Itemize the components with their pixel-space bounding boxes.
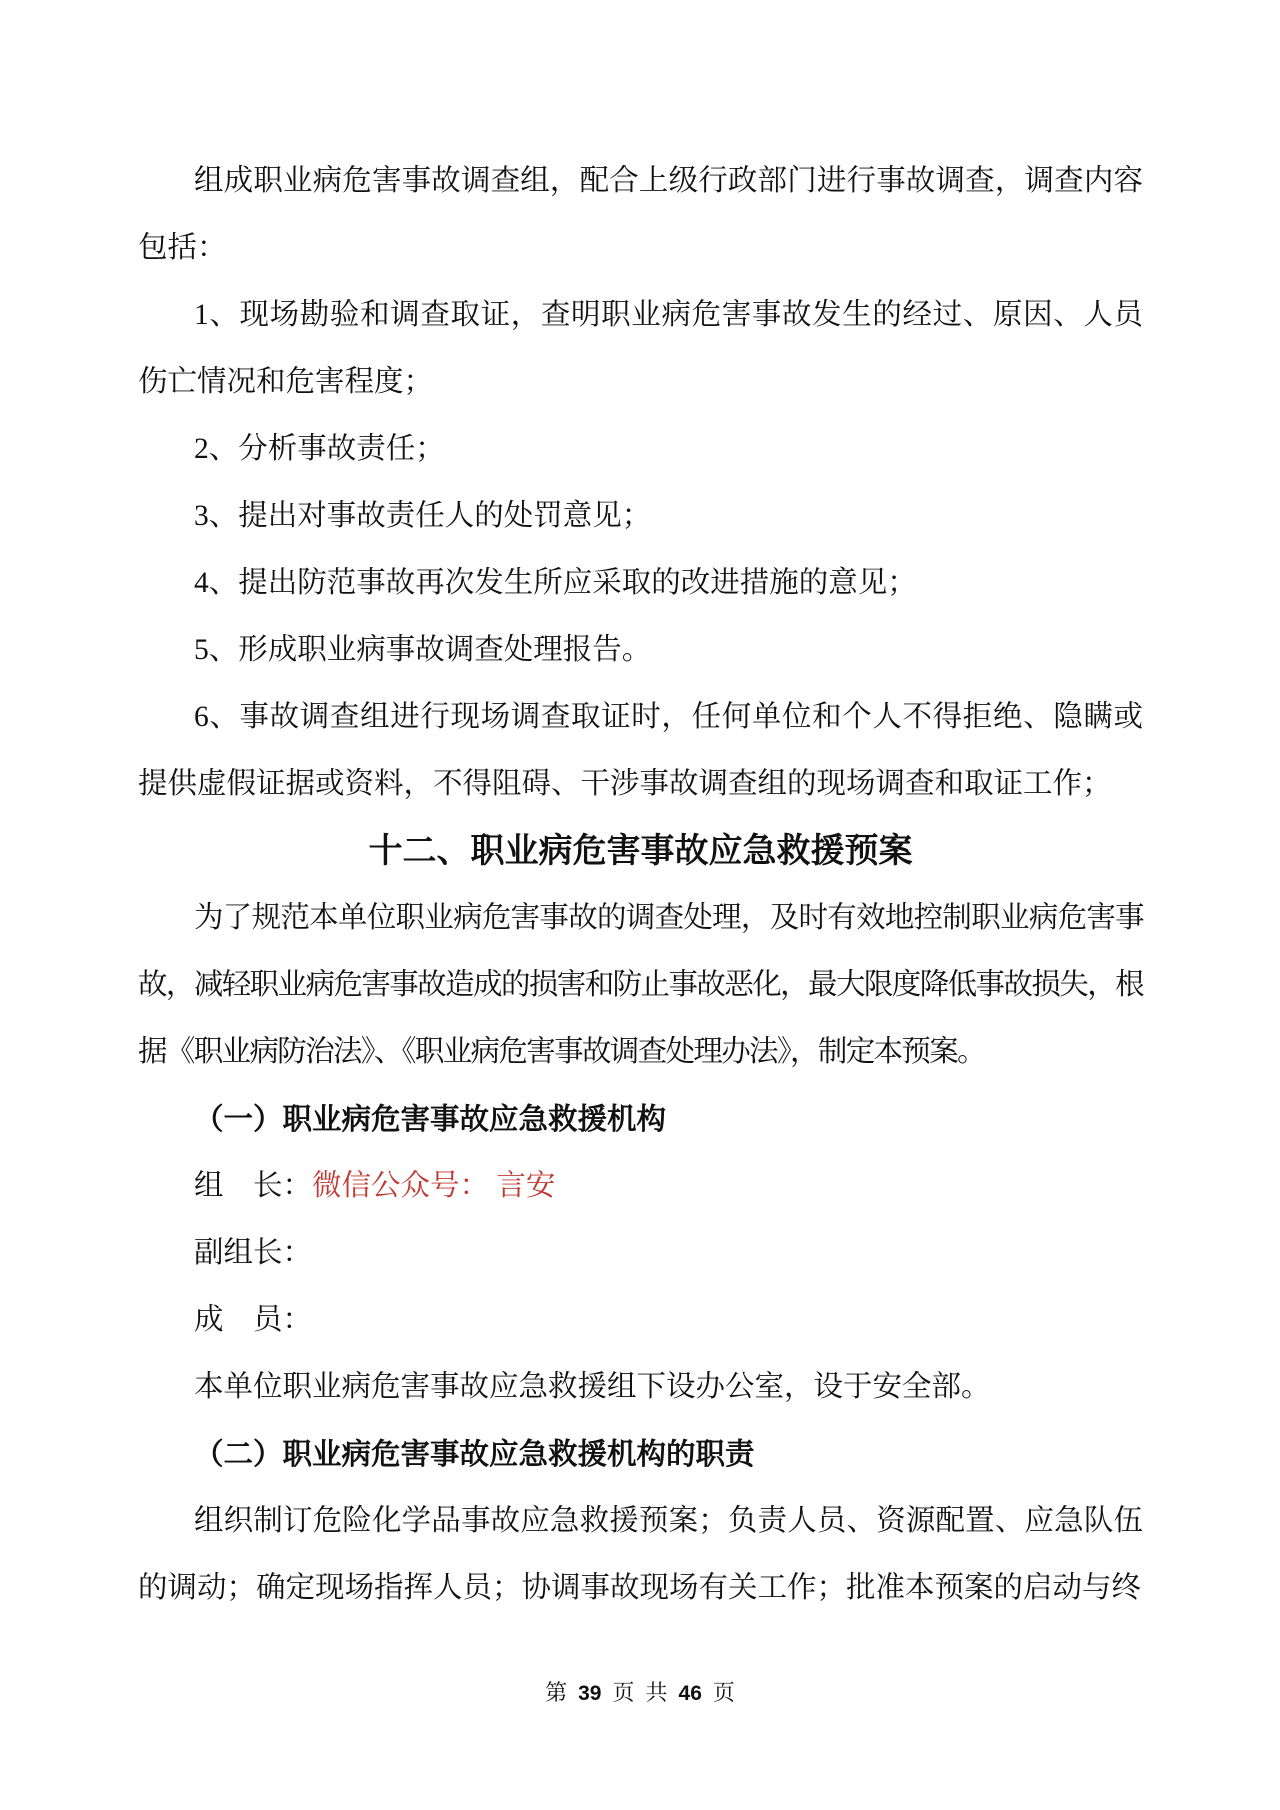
footer-total-pages: 46	[678, 1682, 702, 1705]
section-two-body-paragraph: 组织制订危险化学品事故应急救援预案；负责人员、资源配置、应急队伍的调动；确定现场指挥人员；协调事故现场有关工作；批准本预案的启动与终	[138, 1505, 1143, 1604]
numbered-item-1: 1、现场勘验和调查取证，查明职业病危害事故发生的经过、原因、人员伤亡情况和危害程度；	[138, 299, 1143, 398]
leader-label: 组 长：	[194, 1170, 313, 1202]
footer-prefix: 第	[545, 1680, 568, 1705]
numbered-item-4: 4、提出防范事故再次发生所应采取的改进措施的意见；	[194, 567, 917, 599]
leader-value: 微信公众号： 言安	[312, 1170, 556, 1202]
numbered-item-2: 2、分析事故责任；	[194, 433, 445, 465]
intro-paragraph: 组成职业病危害事故调查组，配合上级行政部门进行事故调查，调查内容包括：	[138, 165, 1143, 264]
office-note-paragraph: 本单位职业病危害事故应急救援组下设办公室，设于安全部。	[194, 1371, 991, 1403]
chapter-intro-paragraph: 为了规范本单位职业病危害事故的调查处理，及时有效地控制职业病危害事故，减轻职业病危害事故造成的损害和防止事故恶化，最大限度降低事故损失，根据《职业病防治法》、《职业病危害事故调查处理办法》，制定本预案。	[138, 902, 1143, 1068]
chapter-heading: 十二、职业病危害事故应急救援预案	[368, 832, 913, 870]
footer-page-number: 39	[578, 1682, 602, 1705]
numbered-item-5: 5、形成职业病事故调查处理报告。	[194, 634, 652, 666]
numbered-item-6: 6、事故调查组进行现场调查取证时，任何单位和个人不得拒绝、隐瞒或提供虚假证据或资料，不得阻碍、干涉事故调查组的现场调查和取证工作；	[138, 701, 1143, 800]
footer-conjunction: 共	[645, 1680, 668, 1705]
footer-total-label: 页	[712, 1680, 735, 1705]
footer-page-label: 页	[612, 1680, 635, 1705]
member-row: 成 员：	[194, 1304, 313, 1336]
deputy-leader-row: 副组长：	[194, 1237, 313, 1269]
section-two-heading: （二）职业病危害事故应急救援机构的职责	[194, 1438, 755, 1471]
page-footer	[0, 1678, 1280, 1709]
numbered-item-3: 3、提出对事故责任人的处罚意见；	[194, 500, 652, 532]
leader-row	[138, 1153, 1143, 1220]
section-one-heading: （一）职业病危害事故应急救援机构	[194, 1103, 667, 1136]
document-body	[138, 148, 1143, 1622]
